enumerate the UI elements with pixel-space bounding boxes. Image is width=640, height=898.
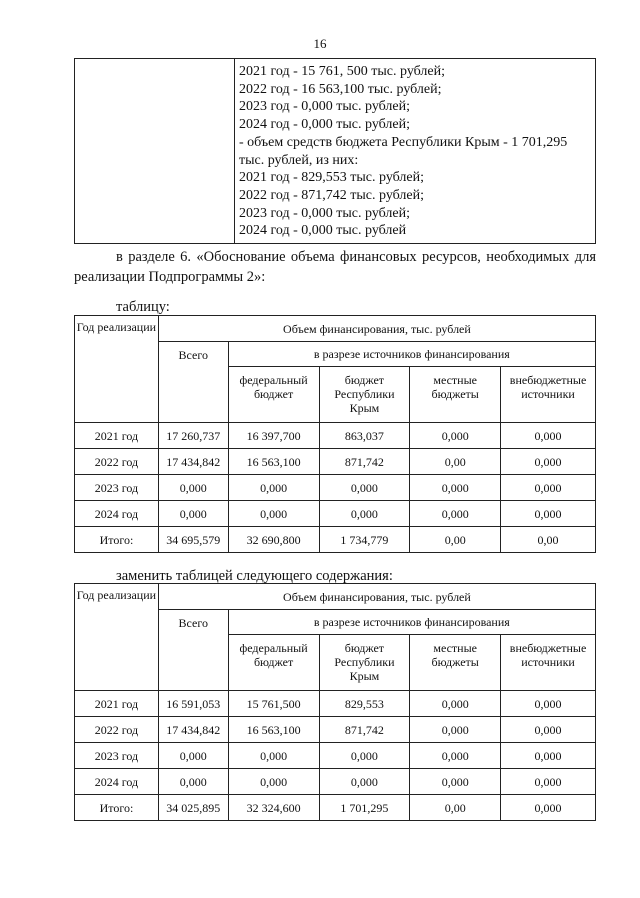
year-cell: Итого: xyxy=(75,795,159,821)
table-row xyxy=(75,501,596,527)
local-cell: 0,000 xyxy=(410,423,501,449)
year-cell: 2024 год xyxy=(75,769,159,795)
funding-header: Объем финансирования, тыс. рублей xyxy=(158,316,595,342)
table-row xyxy=(75,527,596,553)
funding-line: 2021 год - 15 761, 500 тыс. рублей; xyxy=(239,64,446,79)
offbudget-cell: 0,000 xyxy=(501,691,596,717)
local-cell: 0,000 xyxy=(410,743,501,769)
total-cell: 16 591,053 xyxy=(158,691,228,717)
page-number: 16 xyxy=(313,36,327,51)
offbudget-cell: 0,000 xyxy=(501,795,596,821)
local-cell: 0,000 xyxy=(410,475,501,501)
local-cell: 0,000 xyxy=(410,717,501,743)
offbudget-cell: 0,000 xyxy=(501,743,596,769)
total-cell: 17 434,842 xyxy=(158,717,228,743)
table1-label: таблицу: xyxy=(116,299,170,315)
sources-header: в разрезе источников финансирования xyxy=(228,610,595,635)
funding-line: 2021 год - 829,553 тыс. рублей; xyxy=(239,170,425,186)
funding-line: 2024 год - 0,000 тыс. рублей; xyxy=(239,117,411,133)
federal-cell: 32 690,800 xyxy=(228,527,319,553)
table-row xyxy=(75,475,596,501)
total-header: Всего xyxy=(158,610,228,691)
year-cell: 2023 год xyxy=(75,743,159,769)
total-cell: 17 434,842 xyxy=(158,449,228,475)
year-cell: Итого: xyxy=(75,527,159,553)
federal-cell: 32 324,600 xyxy=(228,795,319,821)
crimea-header: бюджет Республики Крым xyxy=(319,367,410,423)
total-cell: 0,000 xyxy=(158,769,228,795)
crimea-cell: 0,000 xyxy=(319,769,410,795)
section-paragraph: в разделе 6. «Обоснование объема финансовых ресурсов, необходимых для реализации Подпрограммы 2»: xyxy=(74,249,596,285)
funding-line: - объем средств бюджета Республики Крым - 1 701,295 xyxy=(239,134,568,150)
total-cell: 0,000 xyxy=(158,475,228,501)
federal-header: федеральный бюджет xyxy=(228,635,319,691)
crimea-cell: 0,000 xyxy=(319,475,410,501)
offbudget-header: внебюджетные источники xyxy=(501,367,596,423)
funding-line: 2024 год - 0,000 тыс. рублей xyxy=(239,223,407,239)
funding-line: 2023 год - 0,000 тыс. рублей; xyxy=(239,205,411,221)
table-row xyxy=(75,769,596,795)
total-cell: 0,000 xyxy=(158,501,228,527)
funding-header: Объем финансирования, тыс. рублей xyxy=(158,584,595,610)
year-cell: 2024 год xyxy=(75,501,159,527)
year-cell: 2022 год xyxy=(75,449,159,475)
offbudget-cell: 0,00 xyxy=(501,527,596,553)
offbudget-header: внебюджетные источники xyxy=(501,635,596,691)
funding-line: тыс. рублей, из них: xyxy=(239,152,359,168)
crimea-cell: 871,742 xyxy=(319,449,410,475)
crimea-cell: 829,553 xyxy=(319,691,410,717)
total-cell: 34 695,579 xyxy=(158,527,228,553)
federal-cell: 0,000 xyxy=(228,475,319,501)
crimea-cell: 0,000 xyxy=(319,501,410,527)
year-header: Год реализации xyxy=(75,316,159,423)
top-funding-table xyxy=(74,58,596,244)
total-header: Всего xyxy=(158,342,228,423)
federal-header: федеральный бюджет xyxy=(228,367,319,423)
table-row xyxy=(75,717,596,743)
crimea-cell: 871,742 xyxy=(319,717,410,743)
funding-line: 2023 год - 0,000 тыс. рублей; xyxy=(239,99,411,115)
local-cell: 0,000 xyxy=(410,769,501,795)
funding-line: 2022 год - 871,742 тыс. рублей; xyxy=(239,187,425,203)
offbudget-cell: 0,000 xyxy=(501,501,596,527)
crimea-cell: 1 734,779 xyxy=(319,527,410,553)
local-cell: 0,00 xyxy=(410,795,501,821)
funding-lines-cell xyxy=(235,59,596,244)
table-row xyxy=(75,743,596,769)
federal-cell: 0,000 xyxy=(228,501,319,527)
year-cell: 2022 год xyxy=(75,717,159,743)
funding-line: 2022 год - 16 563,100 тыс. рублей; xyxy=(239,81,442,97)
federal-cell: 0,000 xyxy=(228,769,319,795)
table-row xyxy=(75,795,596,821)
federal-cell: 16 563,100 xyxy=(228,717,319,743)
year-cell: 2021 год xyxy=(75,423,159,449)
crimea-cell: 0,000 xyxy=(319,743,410,769)
year-header: Год реализации xyxy=(75,584,159,691)
federal-cell: 0,000 xyxy=(228,743,319,769)
offbudget-cell: 0,000 xyxy=(501,449,596,475)
offbudget-cell: 0,000 xyxy=(501,423,596,449)
table-row xyxy=(75,449,596,475)
year-cell: 2021 год xyxy=(75,691,159,717)
offbudget-cell: 0,000 xyxy=(501,717,596,743)
empty-cell xyxy=(75,59,235,244)
funding-table-new xyxy=(74,583,596,821)
local-cell: 0,00 xyxy=(410,527,501,553)
offbudget-cell: 0,000 xyxy=(501,769,596,795)
year-cell: 2023 год xyxy=(75,475,159,501)
federal-cell: 16 397,700 xyxy=(228,423,319,449)
total-cell: 17 260,737 xyxy=(158,423,228,449)
crimea-cell: 1 701,295 xyxy=(319,795,410,821)
local-header: местные бюджеты xyxy=(410,635,501,691)
funding-table-old xyxy=(74,315,596,553)
local-cell: 0,000 xyxy=(410,691,501,717)
local-cell: 0,00 xyxy=(410,449,501,475)
crimea-cell: 863,037 xyxy=(319,423,410,449)
local-cell: 0,000 xyxy=(410,501,501,527)
table-row xyxy=(75,423,596,449)
total-cell: 34 025,895 xyxy=(158,795,228,821)
offbudget-cell: 0,000 xyxy=(501,475,596,501)
total-cell: 0,000 xyxy=(158,743,228,769)
federal-cell: 15 761,500 xyxy=(228,691,319,717)
table2-label: заменить таблицей следующего содержания: xyxy=(116,568,393,584)
table-row xyxy=(75,691,596,717)
sources-header: в разрезе источников финансирования xyxy=(228,342,595,367)
federal-cell: 16 563,100 xyxy=(228,449,319,475)
local-header: местные бюджеты xyxy=(410,367,501,423)
crimea-header: бюджет Республики Крым xyxy=(319,635,410,691)
